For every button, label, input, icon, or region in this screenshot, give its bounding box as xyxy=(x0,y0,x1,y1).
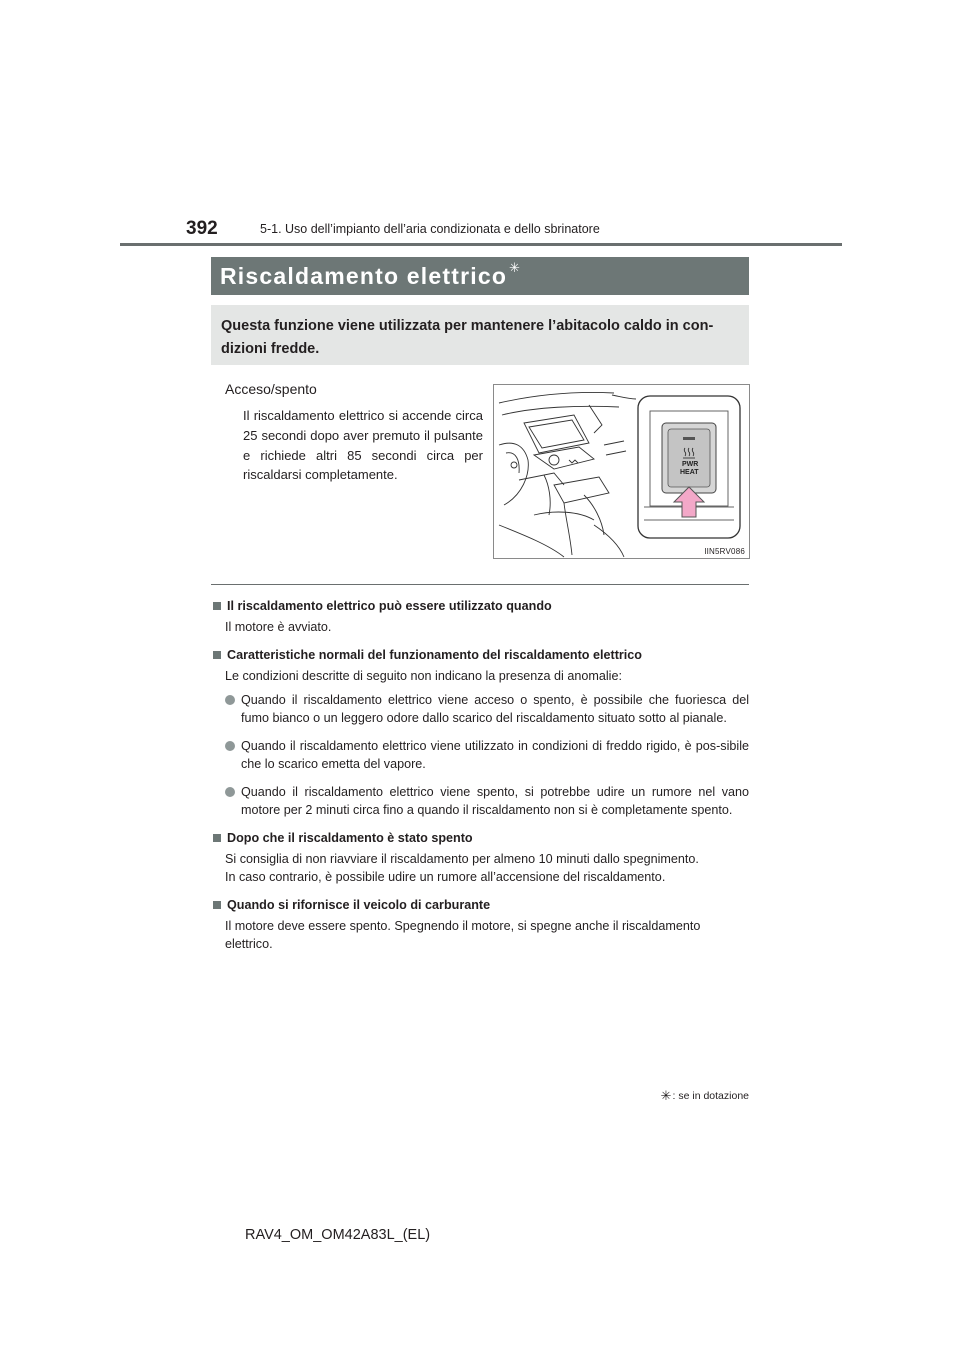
note-body: Il motore deve essere spento. Spegnendo il motore, si spegne anche il riscaldamento elettrico. xyxy=(225,919,701,951)
note-0 xyxy=(211,597,749,636)
dashboard-figure xyxy=(493,384,750,559)
running-header: 5-1. Uso dell’impianto dell’aria condizionata e dello sbrinatore xyxy=(260,222,600,236)
list-item: Quando il riscaldamento elettrico viene acceso o spento, è possibile che fuoriesca del fumo bianco o un leggero odore dallo scarico del riscaldamento situato sotto al pianale. xyxy=(225,691,749,727)
title-bar xyxy=(211,257,749,295)
notes xyxy=(211,597,749,963)
square-bullet-icon xyxy=(213,901,221,909)
document-code: RAV4_OM_OM42A83L_(EL) xyxy=(245,1227,431,1243)
item-description: Il riscaldamento elettrico si accende circa 25 secondi dopo aver premuto il pulsante e richiede altri 85 secondi circa per riscaldarsi completamente. xyxy=(243,408,483,483)
button-label-pwr: PWR xyxy=(682,461,699,468)
list-item: Quando il riscaldamento elettrico viene spento, si potrebbe udire un rumore nel vano motore per 2 minuti circa fino a quando il riscaldamento non si è completamente spento. xyxy=(225,783,749,819)
circle-bullet-icon xyxy=(225,741,235,751)
dashboard-illustration xyxy=(494,385,750,559)
circle-bullet-icon xyxy=(225,787,235,797)
note-body: Si consiglia di non riavviare il riscaldamento per almeno 10 minuti dallo spegnimento. In caso contrario, è possibile udire un rumore all’accensione del riscaldamento. xyxy=(225,852,699,884)
page-number: 392 xyxy=(186,218,218,239)
note-body: Il motore è avviato. xyxy=(225,620,332,634)
page-title: Riscaldamento elettrico xyxy=(220,262,508,289)
note-heading: Quando si rifornisce il veicolo di carburante xyxy=(211,896,749,914)
footnote-text: : se in dotazione xyxy=(672,1090,749,1102)
note-3 xyxy=(211,896,749,953)
bullet-list xyxy=(211,691,749,819)
header-rule xyxy=(120,243,842,246)
button-label-heat: HEAT xyxy=(680,469,699,476)
note-body: Le condizioni descritte di seguito non indicano la presenza di anomalie: xyxy=(225,669,622,683)
note-heading: Caratteristiche normali del funzionamento del riscaldamento elettrico xyxy=(211,646,749,664)
note-2 xyxy=(211,829,749,886)
square-bullet-icon xyxy=(213,834,221,842)
note-heading: Il riscaldamento elettrico può essere utilizzato quando xyxy=(211,597,749,615)
footnote xyxy=(661,1088,749,1104)
item-title: Acceso/spento xyxy=(225,381,317,397)
note-1 xyxy=(211,646,749,819)
optional-equipment-asterisk-icon: ✳ xyxy=(509,260,520,275)
figure-code: IIN5RV086 xyxy=(704,547,745,556)
circle-bullet-icon xyxy=(225,695,235,705)
section-rule xyxy=(211,584,749,585)
square-bullet-icon xyxy=(213,602,221,610)
note-heading: Dopo che il riscaldamento è stato spento xyxy=(211,829,749,847)
list-item: Quando il riscaldamento elettrico viene utilizzato in condizioni di freddo rigido, è pos-sibile che lo scarico emetta del vapore. xyxy=(225,737,749,773)
intro-box: Questa funzione viene utilizzata per mantenere l’abitacolo caldo in con-dizioni fredde. xyxy=(211,305,749,365)
asterisk-icon: ✳ xyxy=(660,1088,672,1103)
square-bullet-icon xyxy=(213,651,221,659)
